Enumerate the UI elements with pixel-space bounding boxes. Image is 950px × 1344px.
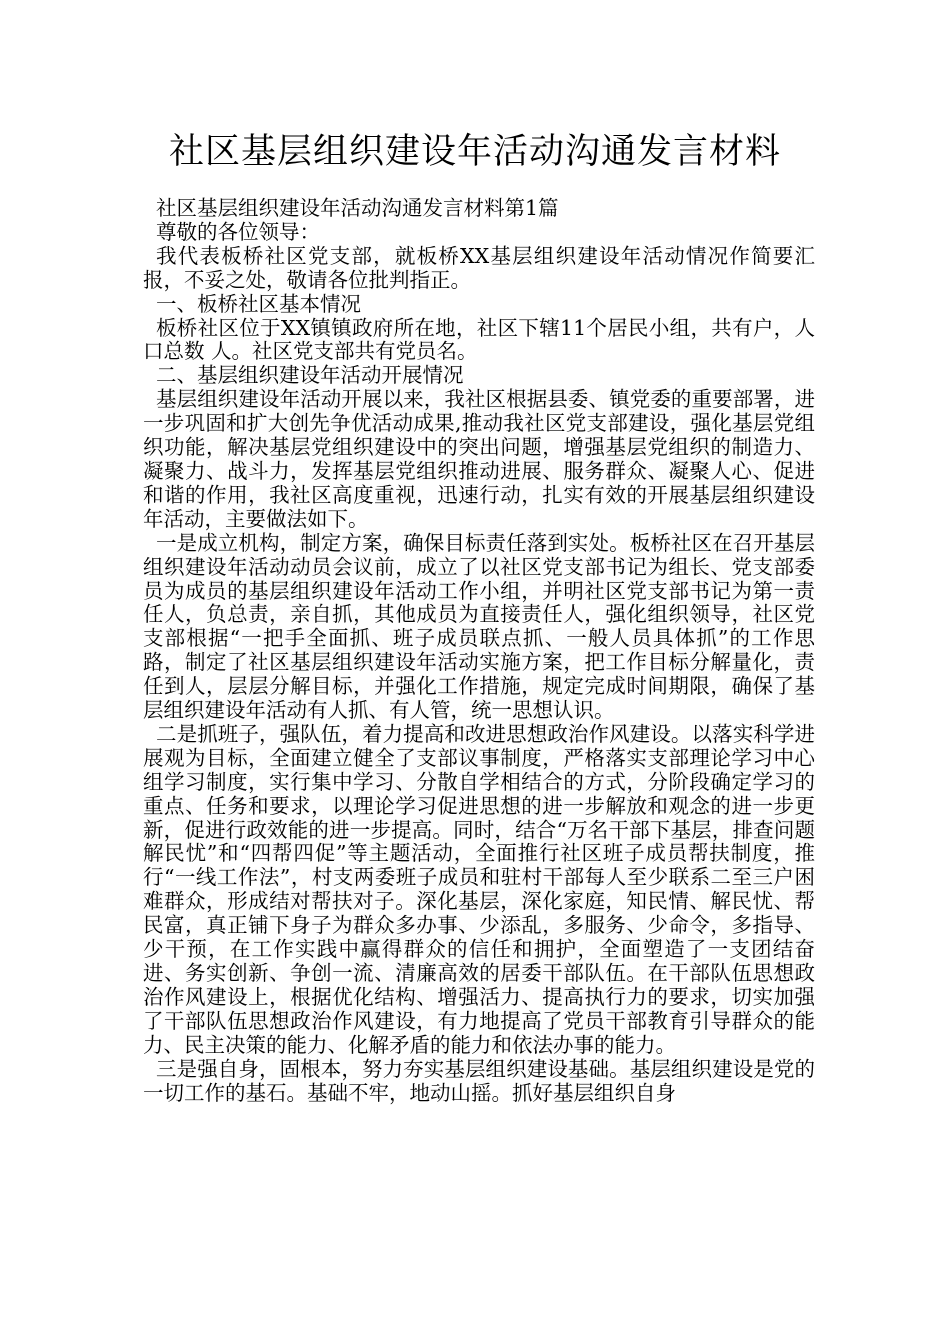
paragraph: 我代表板桥社区党支部，就板桥XX基层组织建设年活动情况作简要汇报，不妥之处，敬请各位批判指正。: [143, 243, 815, 292]
section-heading: 二、基层组织建设年活动开展情况: [156, 363, 464, 388]
paragraph: 二是抓班子，强队伍，着力提高和改进思想政治作风建设。以落实科学进展观为目标，全面建立健全了支部议事制度，严格落实支部理论学习中心组学习制度，实行集中学习、分散自学相结合的方式，分阶段确定学习的重点、任务和要求，以理论学习促进思想的进一步解放和观念的进一步更新，促进行政效能的进一步提高。同时，结合“万名干部下基层，排查问题解民忧”和“四帮四促”等主题活动，全面推行社区班子成员帮扶制度，推行“一线工作法”，村支两委班子成员和驻村干部每人至少联系二至三户困难群众，形成结对帮扶对子。深化基层，深化家庭，知民情、解民忧、帮民富，真正铺下身子为群众多办事、少添乱，多服务、少命令，多指导、少干预，在工作实践中赢得群众的信任和拥护，全面塑造了一支团结奋进、务实创新、争创一流、清廉高效的居委干部队伍。在干部队伍思想政治作风建设上，根据优化结构、增强活力、提高执行力的要求，切实加强了干部队伍思想政治作风建设，有力地提高了党员干部教育引导群众的能力、民主决策的能力、化解矛盾的能力和依法办事的能力。: [143, 721, 815, 1057]
paragraph: 一是成立机构，制定方案，确保目标责任落到实处。板桥社区在召开基层组织建设年活动动员会议前，成立了以社区党支部书记为组长、党支部委员为成员的基层组织建设年活动工作小组，并明社区党支部书记为第一责任人，负总责，亲自抓，其他成员为直接责任人，强化组织领导，社区党支部根据“一把手全面抓、班子成员联点抓、一般人员具体抓”的工作思路，制定了社区基层组织建设年活动实施方案，把工作目标分解量化，责任到人，层层分解目标，并强化工作措施，规定完成时间期限，确保了基层组织建设年活动有人抓、有人管，统一思想认识。: [143, 530, 815, 723]
document-title: 社区基层组织建设年活动沟通发言材料: [168, 132, 781, 172]
paragraph: 板桥社区位于XX镇镇政府所在地，社区下辖11个居民小组，共有户，人口总数 人。社区党支部共有党员名。: [143, 315, 815, 364]
document-body: [143, 197, 815, 1105]
section-heading: 社区基层组织建设年活动沟通发言材料第1篇: [156, 196, 559, 220]
section-heading: 一、板桥社区基本情况: [156, 291, 361, 316]
salutation: 尊敬的各位领导：: [156, 219, 320, 244]
paragraph: 基层组织建设年活动开展以来，我社区根据县委、镇党委的重要部署，进一步巩固和扩大创先争优活动成果,推动我社区党支部建设，强化基层党组织功能，解决基层党组织建设中的突出问题，增强基层党组织的制造力、凝聚力、战斗力，发挥基层党组织推动进展、服务群众、凝聚人心、促进和谐的作用，我社区高度重视，迅速行动，扎实有效的开展基层组织建设年活动，主要做法如下。: [143, 387, 815, 531]
paragraph: 三是强自身，固根本，努力夯实基层组织建设基础。基层组织建设是党的一切工作的基石。基础不牢，地动山摇。抓好基层组织自身: [143, 1056, 815, 1105]
